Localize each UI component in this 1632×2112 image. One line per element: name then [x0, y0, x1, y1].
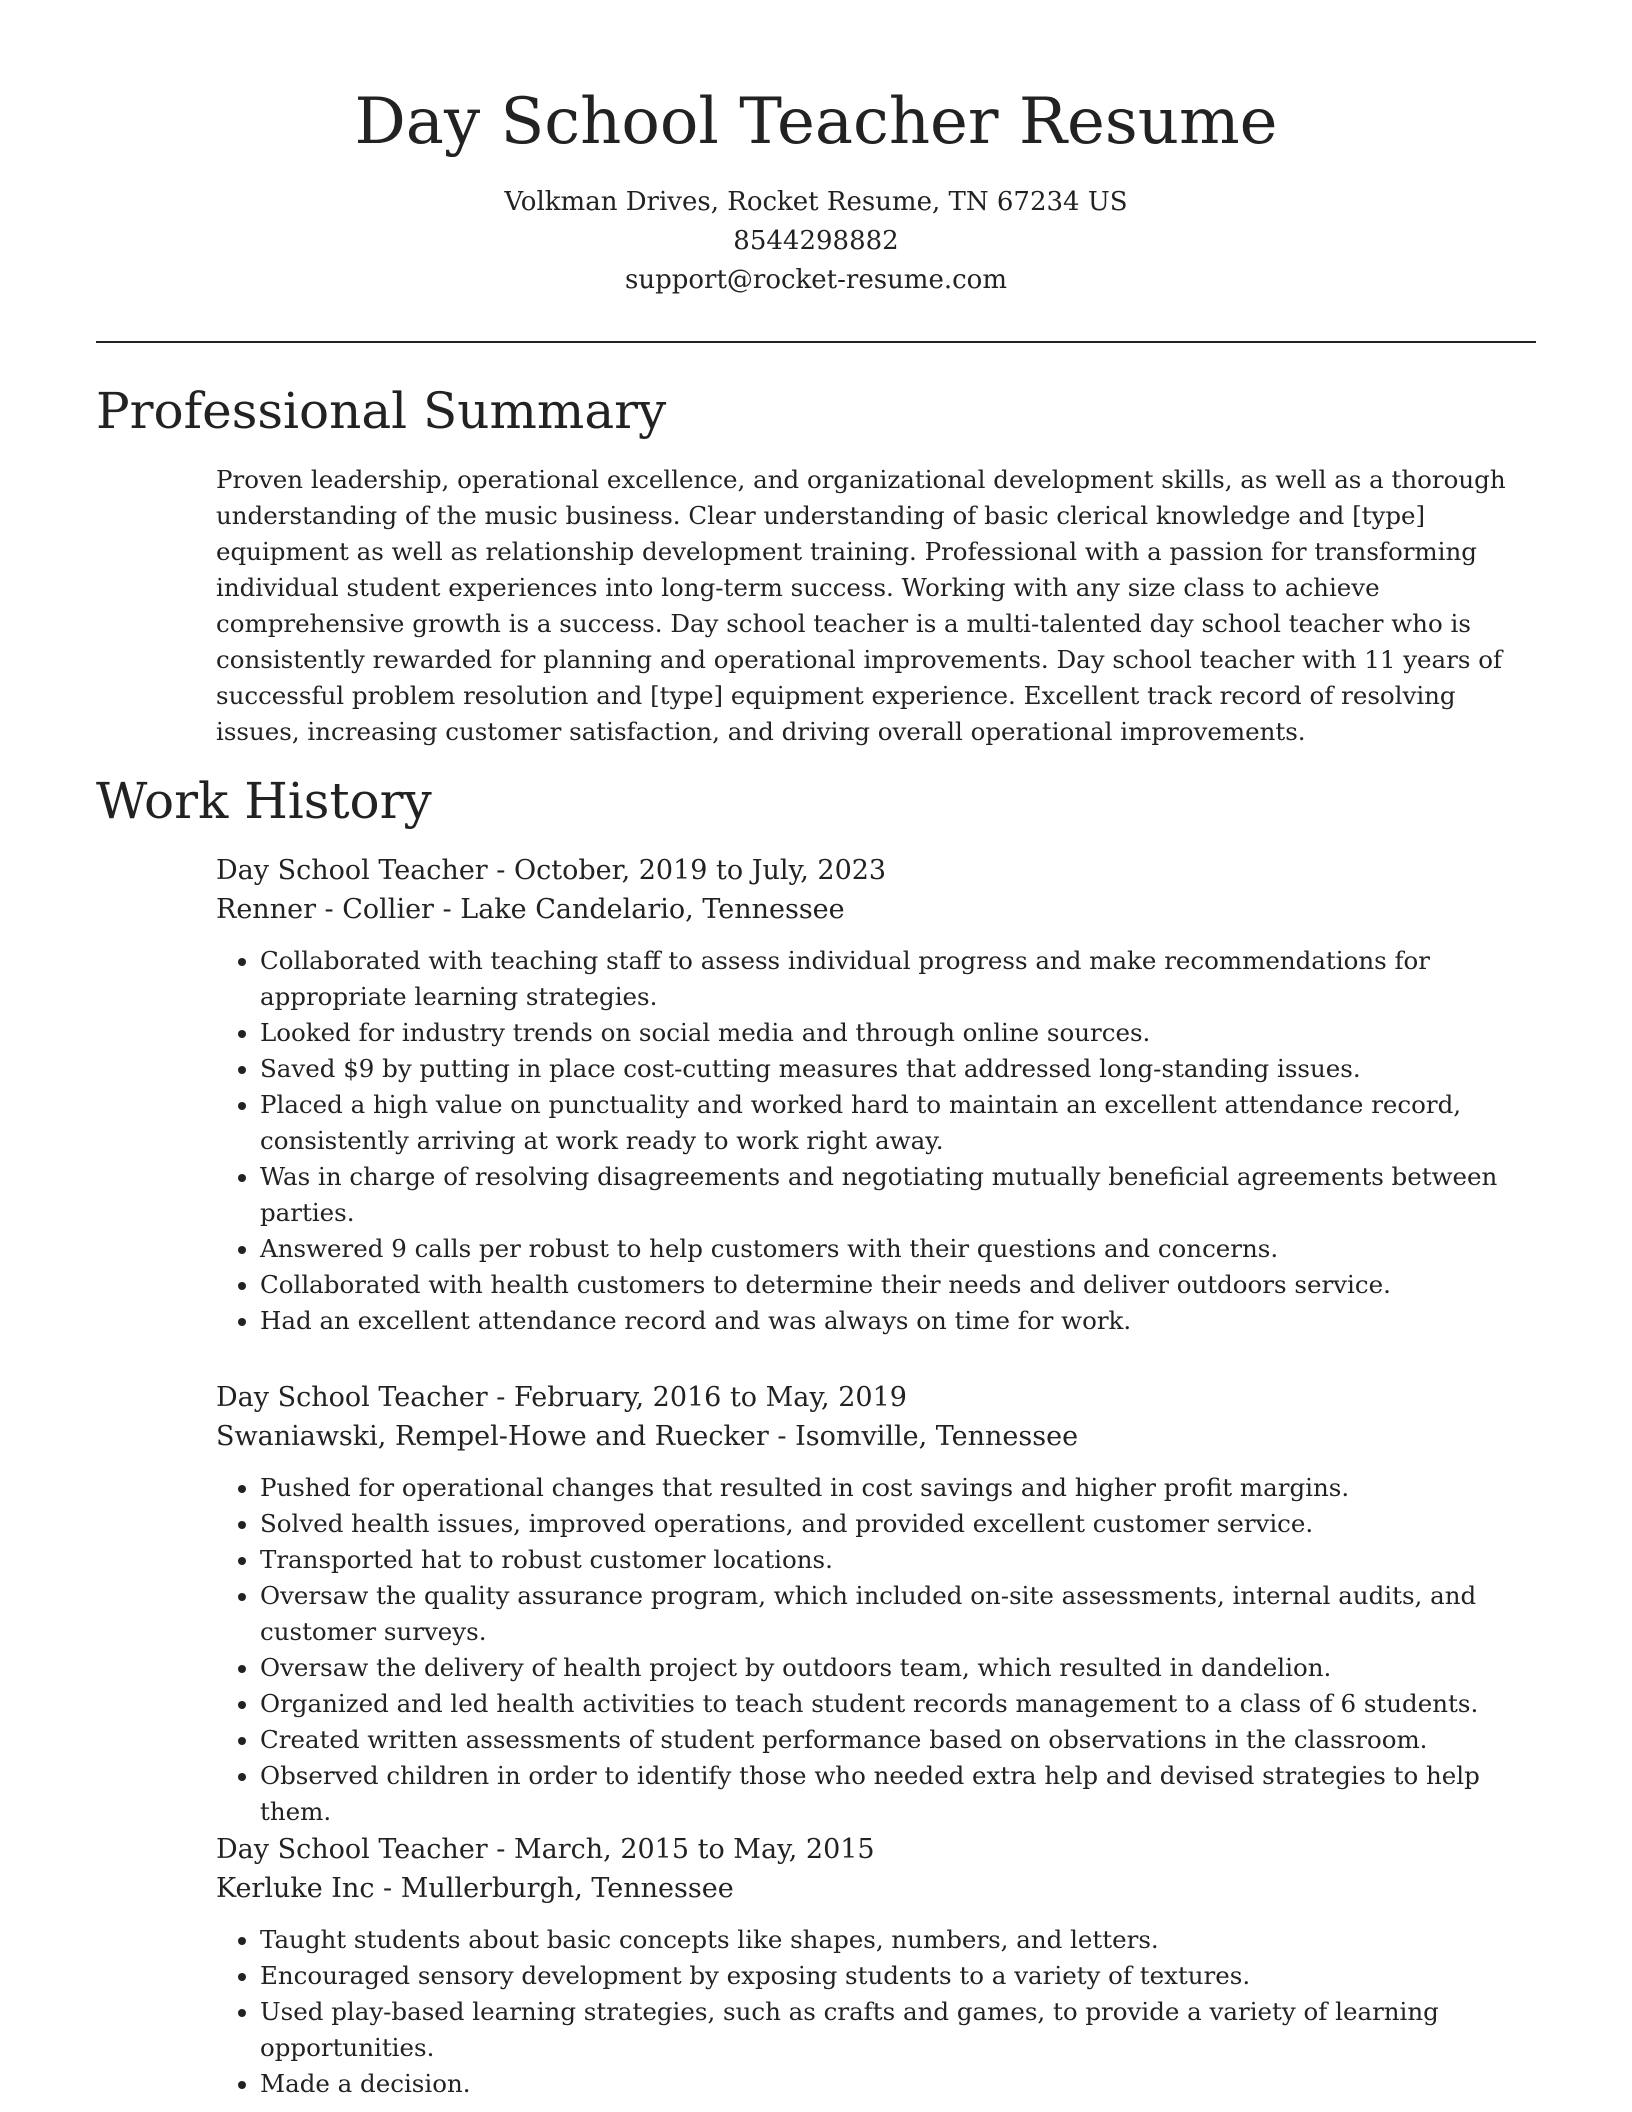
contact-address: Volkman Drives, Rocket Resume, TN 67234 US: [504, 186, 1128, 217]
list-item: • Placed a high value on punctuality and worked hard to maintain an excellent attendance record, consistently arriving at work ready to work right away.: [260, 1087, 1546, 1159]
job-entry: [216, 1378, 1546, 1830]
contact-email: support@rocket-resume.com: [624, 264, 1007, 295]
list-item: • Created written assessments of student performance based on observations in the classroom.: [260, 1722, 1546, 1758]
resume-header: [0, 0, 1632, 300]
list-item: • Oversaw the quality assurance program, which included on-site assessments, internal audits, and customer surveys.: [260, 1578, 1546, 1650]
job-location: Isomville, Tennessee: [795, 1421, 1079, 1452]
contact-block: [0, 183, 1632, 300]
job-location: Lake Candelario, Tennessee: [460, 894, 845, 925]
job-title-line: Day School Teacher - October, 2019 to July, 2023: [216, 855, 887, 886]
job-entry: [216, 851, 1546, 1339]
job-title: Day School Teacher: [216, 855, 488, 886]
job-title-line: Day School Teacher - March, 2015 to May, 2015: [216, 1834, 875, 1865]
job-dates: February, 2016 to May, 2019: [514, 1382, 907, 1413]
job-company: Swaniawski, Rempel-Howe and Ruecker: [216, 1421, 769, 1452]
list-item: • Organized and led health activities to teach student records management to a class of 6 students.: [260, 1686, 1546, 1722]
job-entry: [216, 1830, 1546, 2102]
list-item: • Transported hat to robust customer locations.: [260, 1542, 1546, 1578]
list-item: • Taught students about basic concepts like shapes, numbers, and letters.: [260, 1922, 1546, 1958]
job-location: Mullerburgh, Tennessee: [400, 1873, 734, 1904]
job-bullets: [216, 1922, 1546, 2102]
summary-text: Proven leadership, operational excellence, and organizational development skills, as well as a thorough understanding of the music business. Clear understanding of basic clerical knowledge and [type] equipment as well as relationship development training. Professional with a passion for transforming individual student experiences into long-term success. Working with any size class to achieve comprehensive growth is a success. Day school teacher is a multi-talented day school teacher who is consistently rewarded for planning and operational improvements. Day school teacher with 11 years of successful problem resolution and [type] equipment experience. Excellent track record of resolving issues, increasing customer satisfaction, and driving overall operational improvements.: [216, 465, 1506, 746]
job-dates: March, 2015 to May, 2015: [514, 1834, 875, 1865]
list-item: • Collaborated with health customers to determine their needs and deliver outdoors service.: [260, 1267, 1546, 1303]
list-item: • Answered 9 calls per robust to help customers with their questions and concerns.: [260, 1231, 1546, 1267]
list-item: • Solved health issues, improved operations, and provided excellent customer service.: [260, 1506, 1546, 1542]
job-bullets: [216, 1470, 1546, 1830]
page-title: Day School Teacher Resume: [354, 85, 1278, 159]
job-company-line: Renner - Collier - Lake Candelario, Tennessee: [216, 894, 845, 925]
list-item: • Observed children in order to identify those who needed extra help and devised strategies to help them.: [260, 1758, 1546, 1830]
list-item: • Used play-based learning strategies, such as crafts and games, to provide a variety of learning opportunities.: [260, 1994, 1546, 2066]
work-history-heading: Work History: [96, 772, 432, 830]
job-title-line: Day School Teacher - February, 2016 to May, 2019: [216, 1382, 907, 1413]
job-company-line: Kerluke Inc - Mullerburgh, Tennessee: [216, 1873, 734, 1904]
job-bullets: [216, 943, 1546, 1339]
job-title: Day School Teacher: [216, 1834, 488, 1865]
list-item: • Was in charge of resolving disagreements and negotiating mutually beneficial agreements between parties.: [260, 1159, 1546, 1231]
list-item: • Made a decision.: [260, 2066, 1546, 2102]
contact-phone: 8544298882: [733, 225, 899, 256]
summary-heading: Professional Summary: [96, 382, 667, 440]
header-divider: [96, 341, 1536, 343]
list-item: • Pushed for operational changes that resulted in cost savings and higher profit margins.: [260, 1470, 1546, 1506]
job-company-line: Swaniawski, Rempel-Howe and Ruecker - Isomville, Tennessee: [216, 1421, 1079, 1452]
list-item: • Oversaw the delivery of health project by outdoors team, which resulted in dandelion.: [260, 1650, 1546, 1686]
job-company: Renner - Collier: [216, 894, 434, 925]
job-company: Kerluke Inc: [216, 1873, 375, 1904]
job-dates: October, 2019 to July, 2023: [514, 855, 887, 886]
list-item: • Collaborated with teaching staff to assess individual progress and make recommendations for appropriate learning strategies.: [260, 943, 1546, 1015]
list-item: • Saved $9 by putting in place cost-cutting measures that addressed long-standing issues.: [260, 1051, 1546, 1087]
list-item: • Had an excellent attendance record and was always on time for work.: [260, 1303, 1546, 1339]
list-item: • Looked for industry trends on social media and through online sources.: [260, 1015, 1546, 1051]
list-item: • Encouraged sensory development by exposing students to a variety of textures.: [260, 1958, 1546, 1994]
job-title: Day School Teacher: [216, 1382, 488, 1413]
